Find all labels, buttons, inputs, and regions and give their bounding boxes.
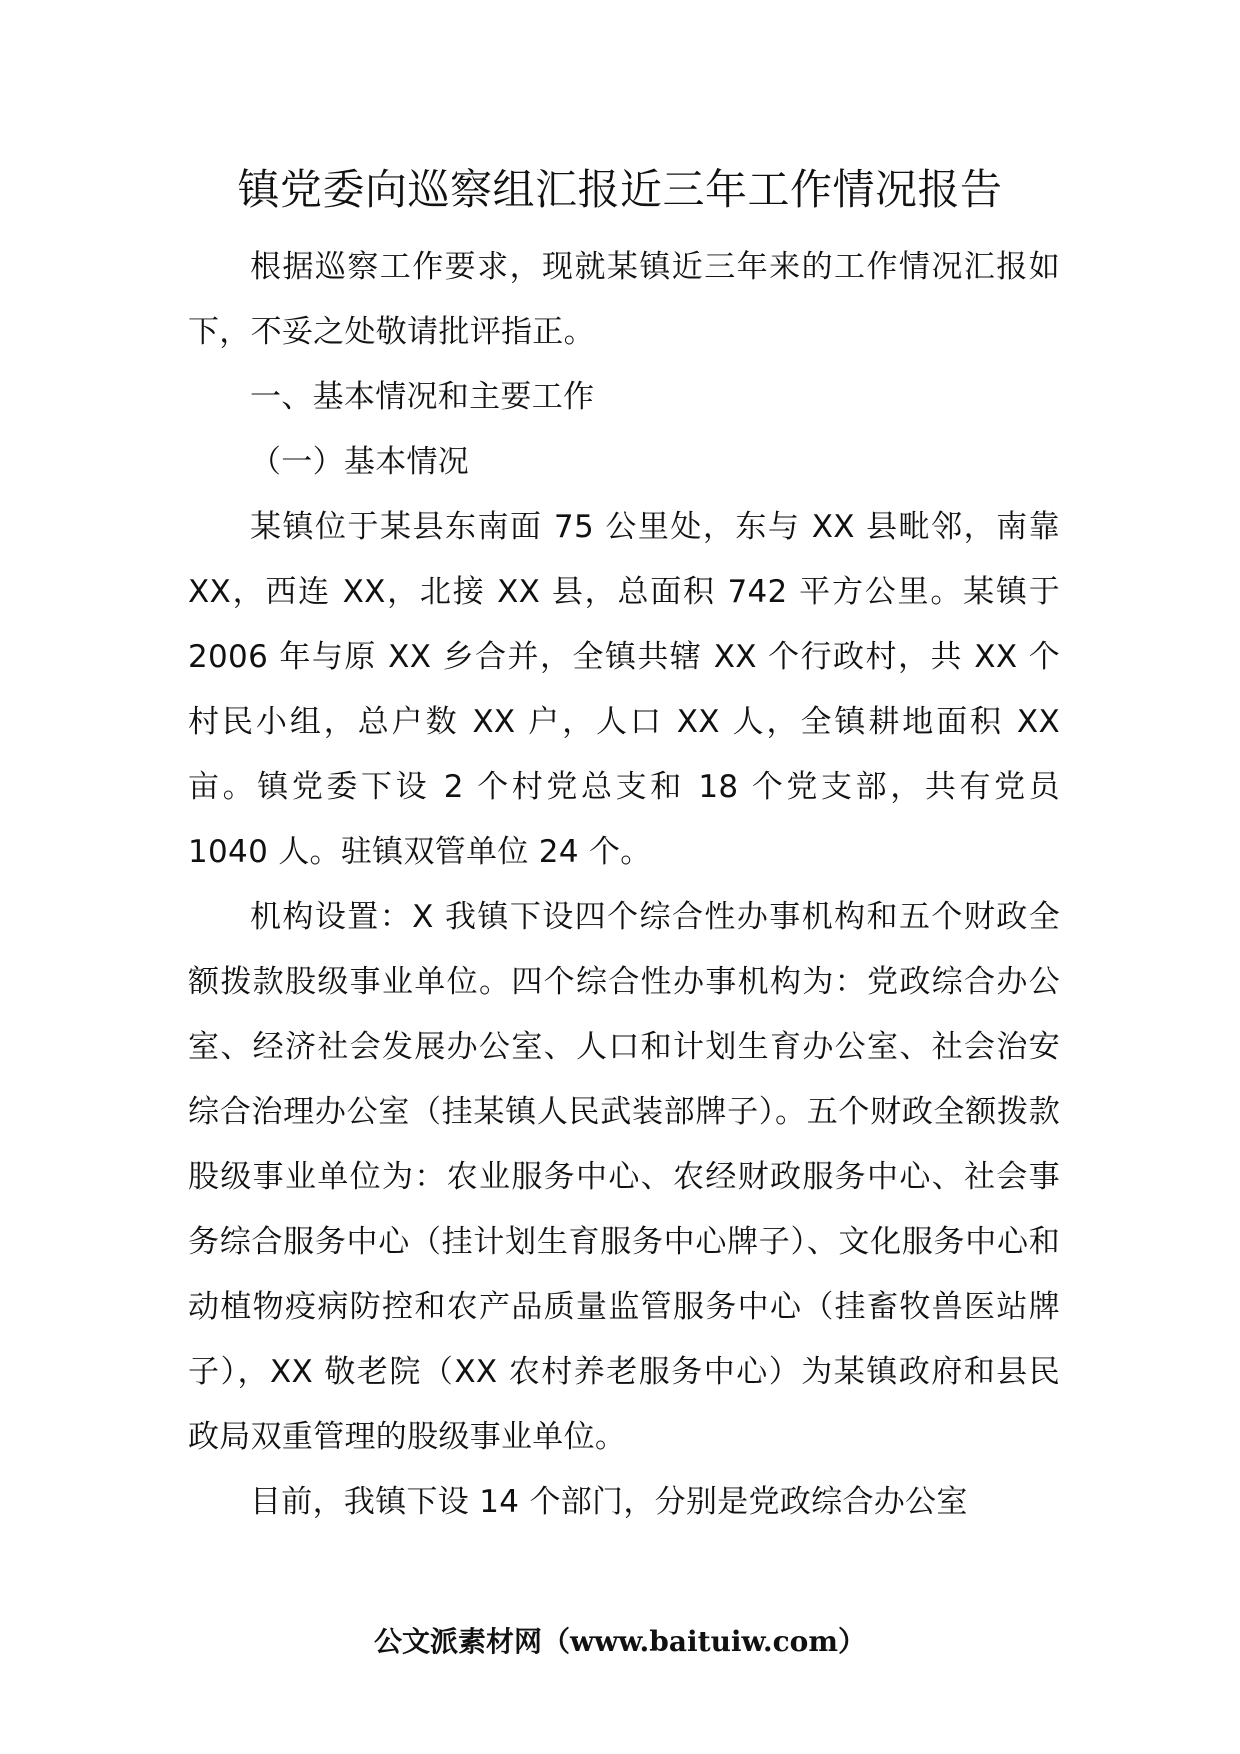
watermark-footer: 公文派素材网（www.baituiw.com） — [374, 1625, 866, 1658]
paragraph-intro: 根据巡察工作要求，现就某镇近三年来的工作情况汇报如下，不妥之处敬请批评指正。 — [188, 249, 1060, 350]
paragraph-organization: 机构设置：X 我镇下设四个综合性办事机构和五个财政全额拨款股级事业单位。四个综合性办事机构为：党政综合办公室、经济社会发展办公室、人口和计划生育办公室、社会治安综合治理办公室（挂某镇人民武装部牌子）。五个财政全额拨款股级事业单位为：农业服务中心、农经财政服务中心、社会事务综合服务中心（挂计划生育服务中心牌子）、文化服务中心和动植物疫病防控和农产品质量监管服务中心（挂畜牧兽医站牌子），XX 敬老院（XX 农村养老服务中心）为某镇政府和县民政局双重管理的股级事业单位。 — [188, 899, 1060, 1455]
heading-section-1: 一、基本情况和主要工作 — [250, 379, 595, 415]
paragraph-departments: 目前，我镇下设 14 个部门，分别是党政综合办公室 — [250, 1484, 968, 1520]
heading-subsection-1: （一）基本情况 — [250, 444, 470, 480]
document-title: 镇党委向巡察组汇报近三年工作情况报告 — [237, 165, 1003, 214]
document-body — [188, 235, 1060, 1535]
paragraph-location: 某镇位于某县东南面 75 公里处，东与 XX 县毗邻，南靠 XX，西连 XX，北接 XX 县，总面积 742 平方公里。某镇于 2006 年与原 XX 乡合并，全镇共辖 XX 个行政村，共 XX 个村民小组，总户数 XX 户，人口 XX 人，全镇耕地面积 XX 亩。镇党委下设 2 个村党总支和 18 个党支部，共有党员 1040 人。驻镇双管单位 24 个。 — [188, 509, 1060, 870]
